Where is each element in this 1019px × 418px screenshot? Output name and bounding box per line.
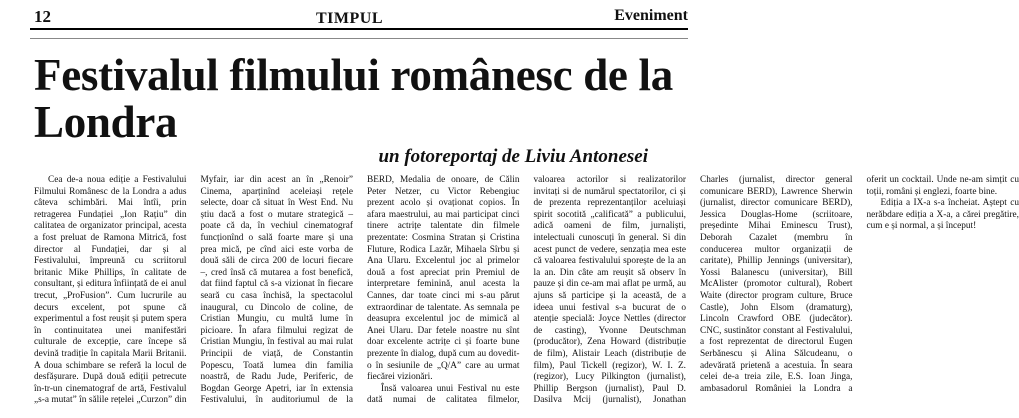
newspaper-masthead: TIMPUL <box>316 10 383 27</box>
header-rule <box>30 28 688 30</box>
page-number: 12 <box>34 7 51 26</box>
article-headline: Festivalul filmului românesc de la Londra <box>34 50 673 147</box>
article-paragraph: Însă valoarea unui Festival nu este dată numai de calitatea filmelor, valoarea actorilor si realizatorilor invitați si de numărul spectatorilor, ci și de prezenta reprezentanților aceluiași spirit socotită „calificată” a publicului, adică oameni de film, jurnaliști, intelectuali cunoscuți în general. Si din acest punct de vedere, senzația mea este că valoarea festivalului sporește de la an la an. Din câte am reușit să observ în pauze și din ce-am mai aflat pe urmă, au ajuns să participe și la această, de a ideea unui festival s-a bucurat de o atenție specială: Joyce Nettles (director de casting), Yvonne Deutschman (producător), Zena Howard (distribuție de film), Alistair Leach (distribuție de film), Paul Tickell (regizor), W. I. Z. (regizor), Lucy Pilkington (jurnalist), Phillip Bergson (jurnalist), Paul D. Dasilva Mcij (jurnalist), Jonathan Charles (jurnalist, director general comunicare BERD), Lawrence Sherwin (jurnalist, director comunicare BERD), Jessica Douglas-Home (scriitoare, președinte Mihai Eminescu Trust), Deborah Cazalet (membru în conducerea multor organizații de caritate), Phillip Jennings (universitar), Yossi Balanescu (universitar), Bill McAlister (promotor cultural), Robert Waite (director program culture, Bruce Castle), John Elsom (dramaturg), Lincoln Crawford OBE (judecător). CNC, sustinător constant al Festivalului, a fost reprezentat de directorul Eugen Serbănescu și Alina Sălcudeanu, o adevărată prietenă a acestuia. În seara celei de-a treia zile, E.S. Ioan Jinga, ambasadorul României la Londra a oferit un cocktail. Unde ne-am simțit cu toții, români și englezi, foarte bine. <box>367 175 1019 406</box>
header-rule-thin <box>30 38 688 39</box>
article-paragraph: Ediția a IX-a s-a încheiat. Aștept cu nerăbdare ediția a X-a, a cărei pregătire, cum e și normal, a și început! <box>866 198 1019 232</box>
page-header <box>0 0 700 30</box>
article-byline: un fotoreportaj de Liviu Antonesei <box>378 146 648 167</box>
article-body <box>34 175 1019 418</box>
section-name: Eveniment <box>614 7 688 24</box>
article-paragraph: Cea de-a noua ediție a Festivalului Filmului Românesc de la Londra a adus câteva schimbări. Mai întîi, prin retragerea Fundației „Ion Rațiu” din calitatea de organizator principal, acesta a fost preluat de Ramona Mitrică, fost director al Fundației, dar și al Festivalului, împreună cu scriitorul britanic Mike Phillips, în calitate de consultant, și editura înființată de ei anul trecut, „ProFusion”. Cum lucrurile au decurs excelent, pot spune că experimentul a fost reușit și putem spera în continuitatea unei manifestări culturale de excepție, care începe să devină tradiție în capitala Marii Britanii. A doua schimbare se referă la locul de desfășurare. După două ediții petrecute în-tr-un cinematograf de artă, Festivalul „s-a mutat” în sălile rețelei „Curzon” din Myfair, iar din acest an în „Renoir” Cinema, aparținînd aceleiași rețele selecte, doar că situat în West End. Nu știu dacă a fost o mutare strategică – poate că da, în vechiul cinematograf funcționînd o sală foarte mare și una prea mică, pe cînd aici este vorba de două săli de circa 200 de locuri fiecare –, cred însă că mutarea a fost benefică, dat fiind faptul că s-a vizionat în fiecare seară cu casa închisă, la spectacolul inaugural, cu Dincolo de coline, de Cristian Mungiu, cu multă lume în picioare. În afara filmului regizat de Cristian Mungiu, în festival au mai rulat Principii de viață, de Constantin Popescu, Toată lumea din familia noastră, de Radu Jude, Periferic, de Bogdan George Apetri, iar în extensia Festivalului, în auditoriumul de la BERD, Medalia de onoare, de Călin Peter Netzer, cu Victor Rebengiuc prezent acolo și ovaționat copios. În afara maestrului, au mai participat cinci tinere actrițe talentate din filmele prezentate: Cosmina Stratan și Cristina Fluture, Rodica Lazăr, Mihaela Sîrbu și Ana Ularu. Excelentul joc al primelor două a fost apreciat prin Premiul de interpretare feminină, anul acesta la Cannes, dar toate cinci mi s-au părut extraordinar de talentate. As semnala pe deasupra excelentul joc de mimică al Anei Ularu. Dar fetele noastre nu sînt doar excelente actrițe ci și foarte bune prezente în dialog, după cum au dovedit-o în sesiunile de „Q/A” care au urmat fiecărei vizionări. <box>34 175 520 406</box>
